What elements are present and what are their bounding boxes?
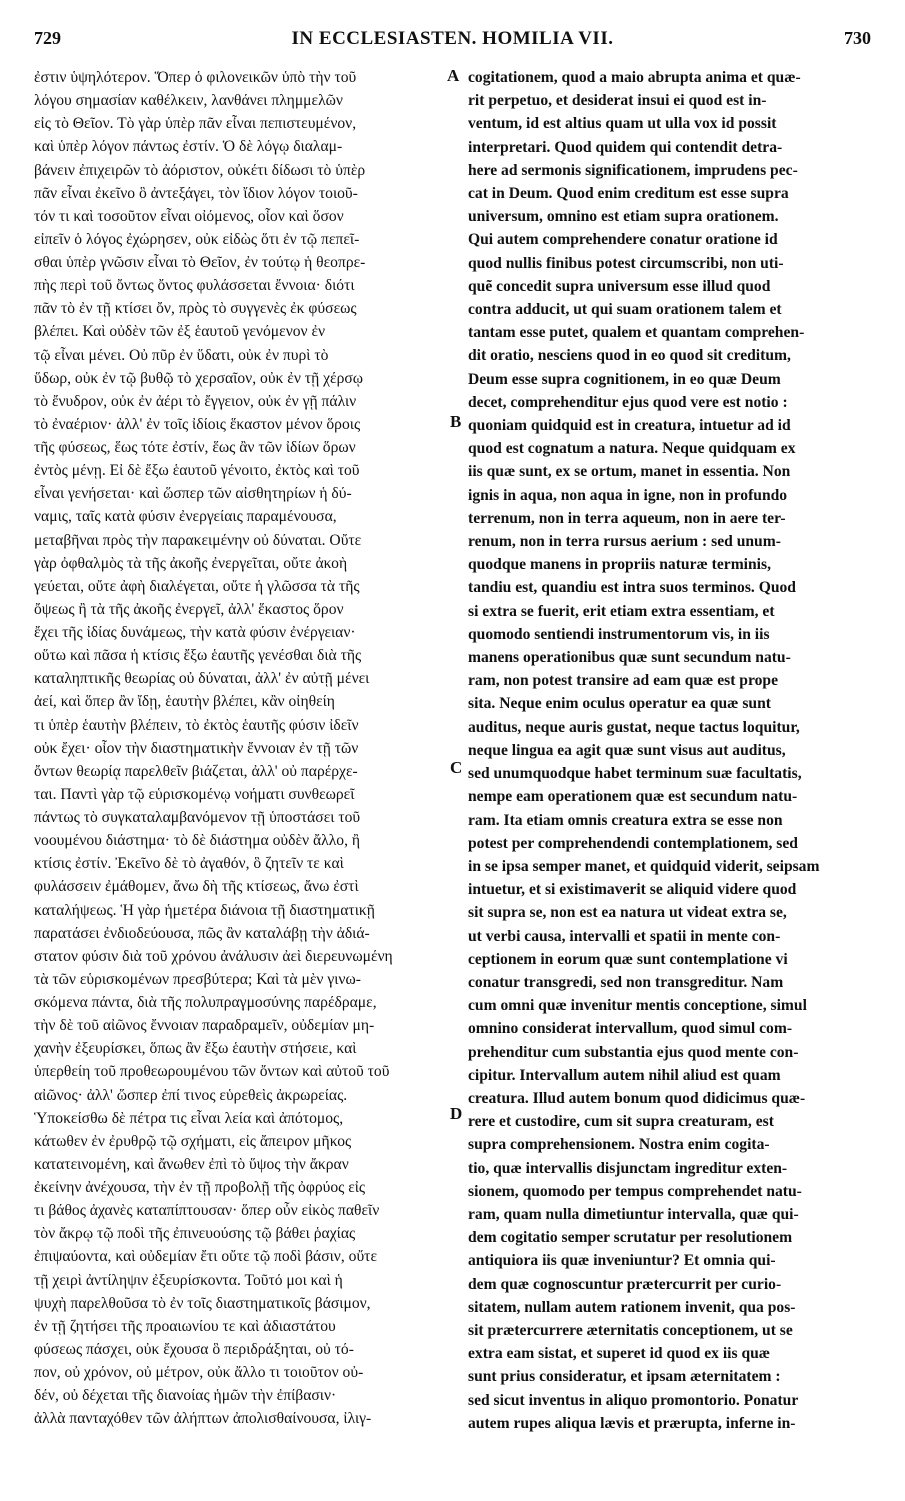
latin-text-line: sed sicut inventus in aliquo promontorio. Ponatur bbox=[468, 1391, 799, 1409]
greek-text-line: ἐπιψαύοντα, καὶ οὐδεμίαν ἔτι οὔτε τῷ ποδὶ βάσιν, οὔτε bbox=[34, 1248, 377, 1266]
latin-text-line: sunt prius consideratur, et ipsam æternitatem : bbox=[468, 1368, 781, 1386]
greek-text-line: νοουμένου διάστημα· τὸ δὲ διάστημα οὐδὲν ἄλλο, ἢ bbox=[34, 832, 361, 850]
latin-text-line: universum, omnino est etiam supra orationem. bbox=[468, 208, 779, 226]
latin-text-line: tantam esse putet, qualem et quantam comprehen- bbox=[468, 324, 805, 342]
latin-text-line: ram. Ita etiam omnis creatura extra se esse non bbox=[468, 811, 783, 829]
greek-text-line: ναμις, ταῖς κατὰ φύσιν ἐνεργείαις παραμένουσα, bbox=[34, 508, 337, 526]
latin-text-line: supra comprehensionem. Nostra enim cogita- bbox=[468, 1136, 770, 1154]
greek-text-line: ἀλλὰ πανταχόθεν τῶν ἀλήπτων ἀπολισθαίνουσα, ἰλιγ- bbox=[34, 1410, 372, 1428]
latin-text-line: manens operationibus quæ sunt secundum natu- bbox=[468, 649, 791, 667]
greek-text-line: πᾶν εἶναι ἐκεῖνο ὃ ἀντεξάγει, τὸν ἴδιον λόγον τοιοῦ- bbox=[34, 184, 358, 202]
greek-text-line: φυλάσσειν ἐμάθομεν, ἄνω δὴ τῆς κτίσεως, ἄνω ἐστὶ bbox=[34, 878, 359, 896]
latin-text-line: ignis in aqua, non aqua in igne, non in profundo bbox=[468, 486, 788, 504]
greek-text-line: ἐν τῇ ζητήσει τῆς προαιωνίου τε καὶ ἀδιαστάτου bbox=[34, 1317, 336, 1335]
greek-text-line: εἰς τὸ Θεῖον. Τὸ γὰρ ὑπὲρ πᾶν εἶναι πεπιστευμένον, bbox=[34, 115, 357, 133]
latin-text-line: dem quæ cognoscuntur prætercurrit per curio- bbox=[468, 1275, 782, 1293]
greek-text-line: γὰρ ὀφθαλμὸς τὰ τῆς ἀκοῆς ἐνεργεῖται, οὔτε ἀκοὴ bbox=[34, 554, 348, 572]
latin-text-line: potest per comprehendendi contemplationem, sed bbox=[468, 834, 798, 852]
latin-text-line: auditus, neque auris gustat, neque tactus loquitur, bbox=[468, 718, 800, 736]
greek-column bbox=[34, 66, 444, 1466]
greek-text-line: Ὑποκείσθω δὲ πέτρα τις εἶναι λεία καὶ ἀπότομος, bbox=[34, 1109, 344, 1127]
section-marker-b: B bbox=[450, 412, 462, 431]
greek-text-line: οὐκ ἔχει· οἷον τὴν διαστηματικὴν ἔννοιαν ἐν τῇ τῶν bbox=[34, 739, 359, 757]
greek-text-line: κάτωθεν ἐν ἐρυθρῷ τῷ σχήματι, εἰς ἄπειρον μῆκος bbox=[34, 1132, 352, 1150]
latin-text-line: Deum esse supra cognitionem, in eo quæ Deum bbox=[468, 370, 781, 388]
greek-text-line: τόν τι καὶ τοσοῦτον εἶναι οἰόμενος, οἷον καὶ ὅσον bbox=[34, 207, 344, 225]
section-marker-a: A bbox=[447, 66, 460, 85]
greek-text-line: κτίσις ἐστίν. Ἐκεῖνο δὲ τὸ ἀγαθόν, ὃ ζητεῖν τε καὶ bbox=[34, 855, 344, 873]
greek-text-line: βάνειν ἐπιχειρῶν τὸ ἀόριστον, οὐκέτι δίδωσι τὸ ὑπὲρ bbox=[34, 161, 366, 179]
latin-text-line: ram, quam nulla dimetiuntur intervalla, quæ qui- bbox=[468, 1205, 799, 1223]
latin-text-line: quodque manens in propriis naturæ terminis, bbox=[468, 556, 771, 574]
latin-text-line: here ad sermonis significationem, imprudens pec- bbox=[468, 161, 798, 179]
latin-text-line: tandiu est, quandiu est intra suos terminos. Quod bbox=[468, 579, 796, 597]
greek-text-line: τὰ τῶν εὑρισκομένων πρεσβύτερα; Καὶ τὰ μὲν γινω- bbox=[34, 970, 361, 988]
greek-text-line: ψυχὴ παρελθοῦσα τὸ ἐν τοῖς διαστηματικοῖς βάσιμον, bbox=[34, 1294, 371, 1312]
latin-text-line: neque lingua ea agit quæ sunt visus aut auditus, bbox=[468, 741, 786, 759]
greek-text-line: τὴν δὲ τοῦ αἰῶνος ἔννοιαν παραδραμεῖν, οὐδεμίαν μη- bbox=[34, 1017, 375, 1035]
greek-text-line: οὕτω καὶ πᾶσα ἡ κτίσις ἔξω ἑαυτῆς γενέσθαι διὰ τῆς bbox=[34, 647, 362, 665]
greek-text-line: ἀεί, καὶ ὅπερ ἂν ἴδῃ, ἑαυτὴν βλέπει, κἂν οἰηθείη bbox=[34, 693, 335, 711]
greek-text-line: καταληπτικῆς θεωρίας οὐ δύναται, ἀλλ' ἐν αὐτῇ μένει bbox=[34, 670, 370, 688]
greek-text-line: τι βάθος ἀχανὲς καταπίπτουσαν· ὅπερ οὖν εἰκὸς παθεῖν bbox=[34, 1202, 380, 1220]
running-header bbox=[34, 28, 871, 58]
latin-text-line: quẽ concedit supra universum esse illud quod bbox=[468, 277, 771, 295]
latin-text-line: terrenum, non in terra aqueum, non in aere ter- bbox=[468, 509, 786, 527]
greek-text-line: στατον φύσιν διὰ τοῦ χρόνου ἀνάλυσιν ἀεὶ διερευνωμένη bbox=[34, 947, 393, 965]
greek-text-line: γεύεται, οὔτε ἀφὴ διαλέγεται, οὔτε ἡ γλῶσσα τὰ τῆς bbox=[34, 577, 360, 595]
latin-text-line: antiquiora iis quæ inveniuntur? Et omnia qui- bbox=[468, 1252, 776, 1270]
latin-text-line: sionem, quomodo per tempus comprehendet natu- bbox=[468, 1182, 802, 1200]
latin-text-line: extra eam sistat, et superet id quod ex iis quæ bbox=[468, 1345, 771, 1363]
greek-text-line: δέν, οὐ δέχεται τῆς διανοίας ἡμῶν τὴν ἐπίβασιν· bbox=[34, 1387, 337, 1405]
latin-text-line: conatur transgredi, sed non transgreditur. Nam bbox=[468, 973, 784, 991]
latin-text-line: iis quæ sunt, ex se ortum, manet in essentia. Non bbox=[468, 463, 791, 481]
greek-text-line: τὸ ἔνυδρον, οὐκ ἐν ἀέρι τὸ ἔγγειον, οὐκ ἐν γῇ πάλιν bbox=[34, 392, 357, 410]
greek-text-line: τῇ χειρὶ ἀντίληψιν ἐξευρίσκοντα. Τοῦτό μοι καὶ ἡ bbox=[34, 1271, 343, 1289]
latin-text-line: nempe eam operationem quæ est secundum natu- bbox=[468, 788, 798, 806]
greek-text-line: πὴς περὶ τοῦ ὄντως ὄντος φυλάσσεται ἔννοια· διότι bbox=[34, 277, 355, 295]
section-marker-d: D bbox=[450, 1104, 463, 1123]
greek-text-line: πᾶν τὸ ἐν τῇ κτίσει ὄν, πρὸς τὸ συγγενὲς ἐκ φύσεως bbox=[34, 300, 357, 318]
latin-text-line: cipitur. Intervallum autem nihil aliud est quam bbox=[468, 1066, 781, 1084]
latin-text-line: dem cogitatio semper scrutatur per resolutionem bbox=[468, 1229, 793, 1247]
latin-text-line: in se ipsa semper manet, et quidquid viderit, seipsam bbox=[468, 857, 820, 875]
greek-text-line: τι ὑπὲρ ἑαυτὴν βλέπειν, τὸ ἐκτὸς ἑαυτῆς φύσιν ἰδεῖν bbox=[34, 716, 359, 734]
latin-text-line: tio, quæ intervallis disjunctam ingreditur exten- bbox=[468, 1159, 788, 1177]
latin-text-line: sit supra se, non est ea natura ut videat extra se, bbox=[468, 904, 787, 922]
greek-text-line: λόγου σημασίαν καθέλκειν, λανθάνει πλημμελῶν bbox=[34, 92, 343, 110]
latin-text-line: prehenditur cum substantia ejus quod mente con- bbox=[468, 1043, 799, 1061]
latin-text-line: creatura. Illud autem bonum quod didicimus quæ- bbox=[468, 1089, 806, 1107]
latin-text-line: dit oratio, nesciens quod in eo quod sit creditum, bbox=[468, 347, 791, 365]
greek-text-line: ὄψεως ἢ τὰ τῆς ἀκοῆς ἐνεργεῖ, ἀλλ' ἕκαστος ὅρον bbox=[34, 600, 344, 618]
greek-text-line: ἔχει τῆς ἰδίας δυνάμεως, τὴν κατὰ φύσιν ἐνέργειαν· bbox=[34, 624, 356, 641]
page-number-right: 730 bbox=[844, 28, 871, 48]
greek-text-line: φύσεως πάσχει, οὐκ ἔχουσα ὃ περιδράξηται, οὐ τό- bbox=[34, 1340, 354, 1358]
latin-text-line: ceptionem in eorum quæ sunt contemplatione vi bbox=[468, 950, 788, 968]
greek-text-line: καταλήψεως. Ἡ γὰρ ἡμετέρα διάνοια τῇ διαστηματικῇ bbox=[34, 901, 375, 919]
latin-text-line: sit prætercurrere æternitatis conceptionem, ut se bbox=[468, 1321, 793, 1339]
page-number-left: 729 bbox=[34, 28, 61, 48]
latin-text-line: intuetur, et si existimaverit se aliquid videre quod bbox=[468, 881, 797, 899]
greek-text-line: ἐκείνην ἀνέχουσα, τὴν ἐν τῇ προβολῇ τῆς ὀφρύος εἰς bbox=[34, 1179, 366, 1196]
greek-text-line: ὑπερθείη τοῦ προθεωρουμένου τῶν ὄντων καὶ αὐτοῦ τοῦ bbox=[34, 1063, 390, 1081]
greek-text-line: τῆς φύσεως, ἕως τότε ἐστίν, ἕως ἂν τῶν ἰδίων ὅρων bbox=[34, 439, 356, 456]
greek-text-line: εἰπεῖν ὁ λόγος ἐχώρησεν, οὐκ εἰδὼς ὅτι ἐν τῷ πεπεῖ- bbox=[34, 230, 360, 248]
latin-text-line: cogitationem, quod a maio abrupta anima et quæ- bbox=[468, 69, 801, 86]
latin-text-line: quomodo sentiendi instrumentorum vis, in iis bbox=[468, 625, 770, 643]
greek-text-line: ἐστιν ὑψηλότερον. Ὅπερ ὁ φιλονεικῶν ὑπὸ τὴν τοῦ bbox=[34, 69, 357, 86]
latin-text-line: ram, non potest transire ad eam quæ est prope bbox=[468, 672, 778, 690]
latin-text-line: quod est cognatum a natura. Neque quidquam ex bbox=[468, 440, 796, 458]
greek-text-line: τὸν ἄκρῳ τῷ ποδὶ τῆς ἐπινευούσης τῷ βάθει ῥαχίας bbox=[34, 1225, 356, 1243]
greek-text-line: βλέπει. Καὶ οὐδὲν τῶν ἐξ ἑαυτοῦ γενόμενον ἐν bbox=[34, 323, 326, 341]
latin-text-line: Qui autem comprehendere conatur oratione id bbox=[468, 231, 778, 249]
latin-text-line: renum, non in terra rursus aerium : sed unum- bbox=[468, 533, 781, 551]
latin-text-line: rit perpetuo, et desiderat insui ei quod est in- bbox=[468, 92, 767, 110]
latin-text-line: quoniam quidquid est in creatura, intuetur ad id bbox=[468, 417, 791, 435]
greek-text-line: τῷ εἶναι μένει. Οὐ πῦρ ἐν ὕδατι, οὐκ ἐν πυρὶ τὸ bbox=[34, 346, 329, 364]
greek-text-line: πάντως τὸ συγκαταλαμβανόμενον τῇ ὑποστάσει τοῦ bbox=[34, 809, 361, 826]
greek-text-line: αἰῶνος· ἀλλ' ὥσπερ ἐπί τινος εὑρεθεὶς ἀκρωρείας. bbox=[34, 1086, 348, 1104]
greek-text-line: χανὴν ἐξευρίσκει, ὅπως ἂν ἔξω ἑαυτὴν στήσειε, καὶ bbox=[34, 1040, 357, 1058]
greek-text-line: κατατεινομένη, καὶ ἄνωθεν ἐπὶ τὸ ὕψος τὴν ἄκραν bbox=[34, 1155, 349, 1173]
greek-text-line: πον, οὐ χρόνον, οὐ μέτρον, οὐκ ἄλλο τι τοιοῦτον οὐ- bbox=[34, 1364, 364, 1381]
greek-text-line: σθαι ὑπὲρ γνῶσιν εἶναι τὸ Θεῖον, ἐν τούτῳ ἡ θεοπρε- bbox=[34, 254, 366, 271]
latin-text-line: interpretari. Quod quidem qui contendit detra- bbox=[468, 138, 783, 156]
latin-text-line: sitatem, nullam autem rationem invenit, qua pos- bbox=[468, 1298, 796, 1316]
latin-text-line: omnino considerat intervallum, quod simul com- bbox=[468, 1020, 793, 1038]
latin-text-line: decet, comprehenditur ejus quod vere est notio : bbox=[468, 393, 788, 411]
latin-text-line: ventum, id est altius quam ut ulla vox id possit bbox=[468, 115, 777, 133]
greek-text-line: ται. Παντὶ γὰρ τῷ εὑρισκομένῳ νοήματι συνθεωρεῖ bbox=[34, 785, 355, 803]
greek-text-line: σκόμενα πάντα, διὰ τῆς πολυπραγμοσύνης παρέδραμε, bbox=[34, 994, 377, 1011]
greek-text-line: ὕδωρ, οὐκ ἐν τῷ βυθῷ τὸ χερσαῖον, οὐκ ἐν τῇ χέρσῳ bbox=[34, 369, 364, 387]
latin-text-line: sita. Neque enim oculus operatur ea quæ sunt bbox=[468, 695, 771, 713]
latin-text-line: cum omni quæ invenitur mentis conceptione, simul bbox=[468, 997, 807, 1015]
greek-text-line: καὶ ὑπὲρ λόγον πάντως ἐστίν. Ὁ δὲ λόγῳ διαλαμ- bbox=[34, 138, 343, 156]
latin-text-line: si extra se fuerit, erit etiam extra essentiam, et bbox=[468, 602, 775, 620]
latin-text-line: cat in Deum. Quod enim creditum est esse supra bbox=[468, 185, 789, 203]
greek-text-line: ἐντὸς μένῃ. Εἰ δὲ ἔξω ἑαυτοῦ γένοιτο, ἐκτὸς καὶ τοῦ bbox=[34, 462, 360, 480]
latin-text-line: contra adducit, ut qui suam orationem talem et bbox=[468, 301, 782, 319]
latin-text-line: ut verbi causa, intervalli et spatii in mente con- bbox=[468, 927, 781, 945]
section-marker-c: C bbox=[450, 758, 463, 777]
greek-text-line: εἶναι γενήσεται· καὶ ὥσπερ τῶν αἰσθητηρίων ἡ δύ- bbox=[34, 485, 352, 503]
greek-text-line: μεταβῆναι πρὸς τὴν παρακειμένην οὐ δύναται. Οὔτε bbox=[34, 531, 362, 549]
latin-text-line: rere et custodire, cum sit supra creaturam, est bbox=[468, 1113, 774, 1131]
greek-text-line: ὄντων θεωρίᾳ παρελθεῖν βιάζεται, ἀλλ' οὐ παρέρχε- bbox=[34, 762, 358, 780]
latin-text-line: sed unumquodque habet terminum suæ facultatis, bbox=[468, 765, 802, 783]
latin-column bbox=[468, 66, 872, 1466]
latin-text-line: autem rupes aliqua lævis et prærupta, inferne in- bbox=[468, 1414, 796, 1432]
greek-text-line: παρατάσει ἐνδιοδεύουσα, πῶς ἂν καταλάβῃ τὴν ἀδιά- bbox=[34, 924, 370, 942]
latin-text-line: quod nullis finibus potest circumscribi, non uti- bbox=[468, 254, 784, 272]
greek-text-line: τὸ ἐναέριον· ἀλλ' ἐν τοῖς ἰδίοις ἕκαστον μένον ὅροις bbox=[34, 415, 361, 433]
running-title: IN ECCLESIASTEN. HOMILIA VII. bbox=[291, 28, 614, 49]
